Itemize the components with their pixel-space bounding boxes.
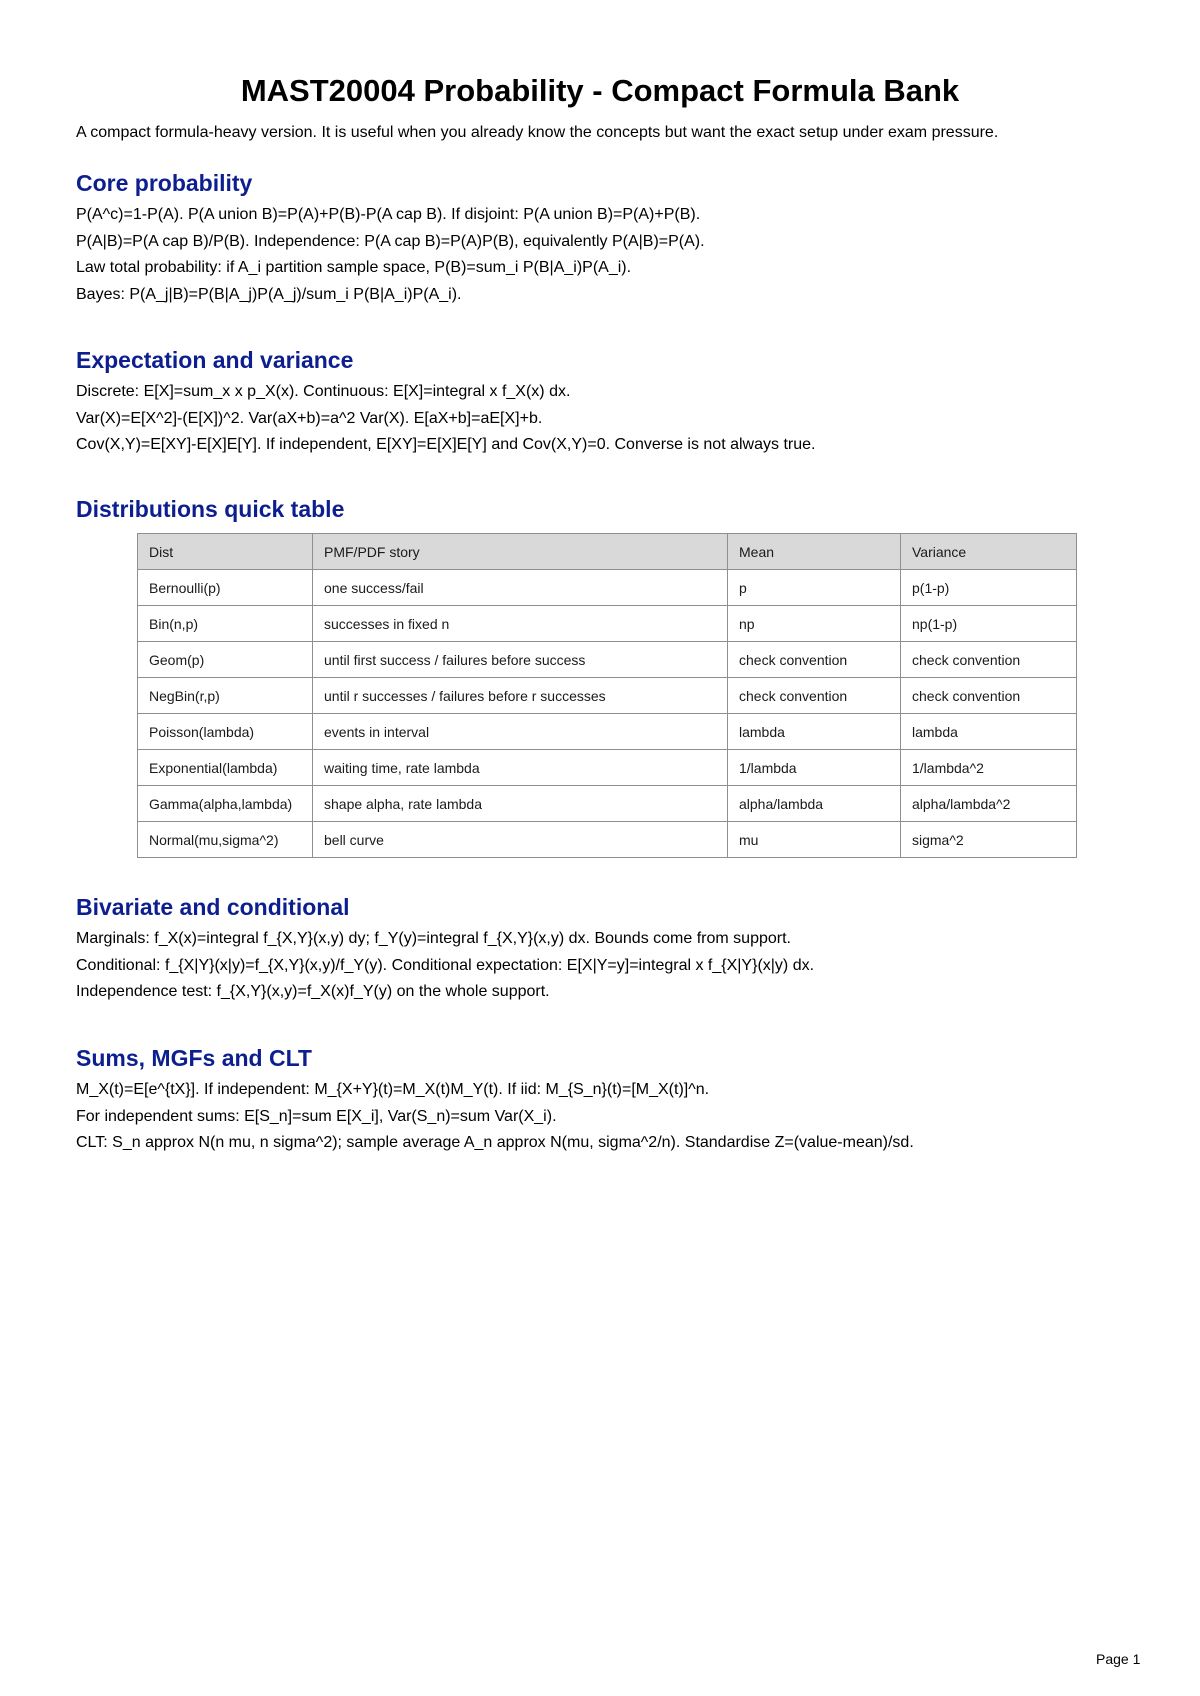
table-cell: check convention <box>728 642 901 678</box>
section-sums-mgfs-clt <box>76 1044 1136 1157</box>
table-cell: p <box>728 570 901 606</box>
section-distributions <box>76 495 1136 523</box>
table-cell: successes in fixed n <box>313 606 728 642</box>
section-heading: Distributions quick table <box>76 496 345 522</box>
section-heading: Core probability <box>76 170 253 196</box>
table-cell: Poisson(lambda) <box>138 714 313 750</box>
table-cell: one success/fail <box>313 570 728 606</box>
table-cell: p(1-p) <box>901 570 1077 606</box>
table-header-row <box>138 534 1077 570</box>
table-row <box>138 786 1077 822</box>
table-cell: Normal(mu,sigma^2) <box>138 822 313 858</box>
column-header: Mean <box>728 534 901 570</box>
formula-line: P(A^c)=1-P(A). P(A union B)=P(A)+P(B)-P(A cap B). If disjoint: P(A union B)=P(A)+P(B). <box>76 206 701 223</box>
table-cell: waiting time, rate lambda <box>313 750 728 786</box>
formula-line: CLT: S_n approx N(n mu, n sigma^2); sample average A_n approx N(mu, sigma^2/n). Standardise Z=(value-mean)/sd. <box>76 1134 914 1151</box>
section-heading: Expectation and variance <box>76 347 354 373</box>
column-header: Dist <box>138 534 313 570</box>
table-cell: until r successes / failures before r successes <box>313 678 728 714</box>
document-title: MAST20004 Probability - Compact Formula Bank <box>240 73 960 108</box>
table-row <box>138 714 1077 750</box>
section-heading: Sums, MGFs and CLT <box>76 1045 312 1071</box>
page-number: Page 1 <box>1096 1651 1141 1667</box>
formula-line: Law total probability: if A_i partition sample space, P(B)=sum_i P(B|A_i)P(A_i). <box>76 259 632 276</box>
formula-line: Marginals: f_X(x)=integral f_{X,Y}(x,y) dy; f_Y(y)=integral f_{X,Y}(x,y) dx. Bounds come from support. <box>76 930 791 947</box>
section-bivariate-conditional <box>76 893 1136 1006</box>
table-cell: bell curve <box>313 822 728 858</box>
table-cell: check convention <box>901 642 1077 678</box>
table-cell: Gamma(alpha,lambda) <box>138 786 313 822</box>
table-cell: 1/lambda^2 <box>901 750 1077 786</box>
table-cell: NegBin(r,p) <box>138 678 313 714</box>
column-header: Variance <box>901 534 1077 570</box>
table-cell: alpha/lambda^2 <box>901 786 1077 822</box>
table-row <box>138 642 1077 678</box>
formula-line: Var(X)=E[X^2]-(E[X])^2. Var(aX+b)=a^2 Var(X). E[aX+b]=aE[X]+b. <box>76 409 543 427</box>
table-cell: Bernoulli(p) <box>138 570 313 606</box>
formula-line: M_X(t)=E[e^{tX}]. If independent: M_{X+Y}(t)=M_X(t)M_Y(t). If iid: M_{S_n}(t)=[M_X(t)]^n. <box>76 1081 710 1098</box>
table-cell: mu <box>728 822 901 858</box>
intro-paragraph: A compact formula-heavy version. It is useful when you already know the concepts but want the exact setup under exam pressure. <box>76 124 999 141</box>
table-cell: check convention <box>901 678 1077 714</box>
column-header: PMF/PDF story <box>313 534 728 570</box>
table-cell: Bin(n,p) <box>138 606 313 642</box>
table-cell: Exponential(lambda) <box>138 750 313 786</box>
section-heading: Bivariate and conditional <box>76 894 350 920</box>
formula-line: Conditional: f_{X|Y}(x|y)=f_{X,Y}(x,y)/f_Y(y). Conditional expectation: E[X|Y=y]=integral x f_{X|Y}(x|y) dx. <box>76 956 815 974</box>
table-row <box>138 822 1077 858</box>
table-row <box>138 606 1077 642</box>
table-cell: 1/lambda <box>728 750 901 786</box>
formula-line: Bayes: P(A_j|B)=P(B|A_j)P(A_j)/sum_i P(B|A_i)P(A_i). <box>76 285 462 303</box>
table-cell: check convention <box>728 678 901 714</box>
formula-line: Independence test: f_{X,Y}(x,y)=f_X(x)f_Y(y) on the whole support. <box>76 983 550 1000</box>
table-cell: np(1-p) <box>901 606 1077 642</box>
table-cell: Geom(p) <box>138 642 313 678</box>
table-cell: np <box>728 606 901 642</box>
section-expectation-variance <box>76 346 1136 459</box>
table-row <box>138 678 1077 714</box>
table-row <box>138 570 1077 606</box>
formula-line: Discrete: E[X]=sum_x x p_X(x). Continuous: E[X]=integral x f_X(x) dx. <box>76 383 571 400</box>
formula-line: P(A|B)=P(A cap B)/P(B). Independence: P(A cap B)=P(A)P(B), equivalently P(A|B)=P(A). <box>76 232 705 250</box>
table-cell: shape alpha, rate lambda <box>313 786 728 822</box>
table-cell: until first success / failures before success <box>313 642 728 678</box>
table-cell: events in interval <box>313 714 728 750</box>
table-cell: lambda <box>728 714 901 750</box>
table-cell: lambda <box>901 714 1077 750</box>
formula-line: Cov(X,Y)=E[XY]-E[X]E[Y]. If independent, E[XY]=E[X]E[Y] and Cov(X,Y)=0. Converse is not always true. <box>76 436 816 453</box>
table-row <box>138 750 1077 786</box>
distributions-table <box>137 533 1077 858</box>
section-core-probability <box>76 169 1136 308</box>
table-cell: alpha/lambda <box>728 786 901 822</box>
table-cell: sigma^2 <box>901 822 1077 858</box>
formula-line: For independent sums: E[S_n]=sum E[X_i], Var(S_n)=sum Var(X_i). <box>76 1107 557 1125</box>
